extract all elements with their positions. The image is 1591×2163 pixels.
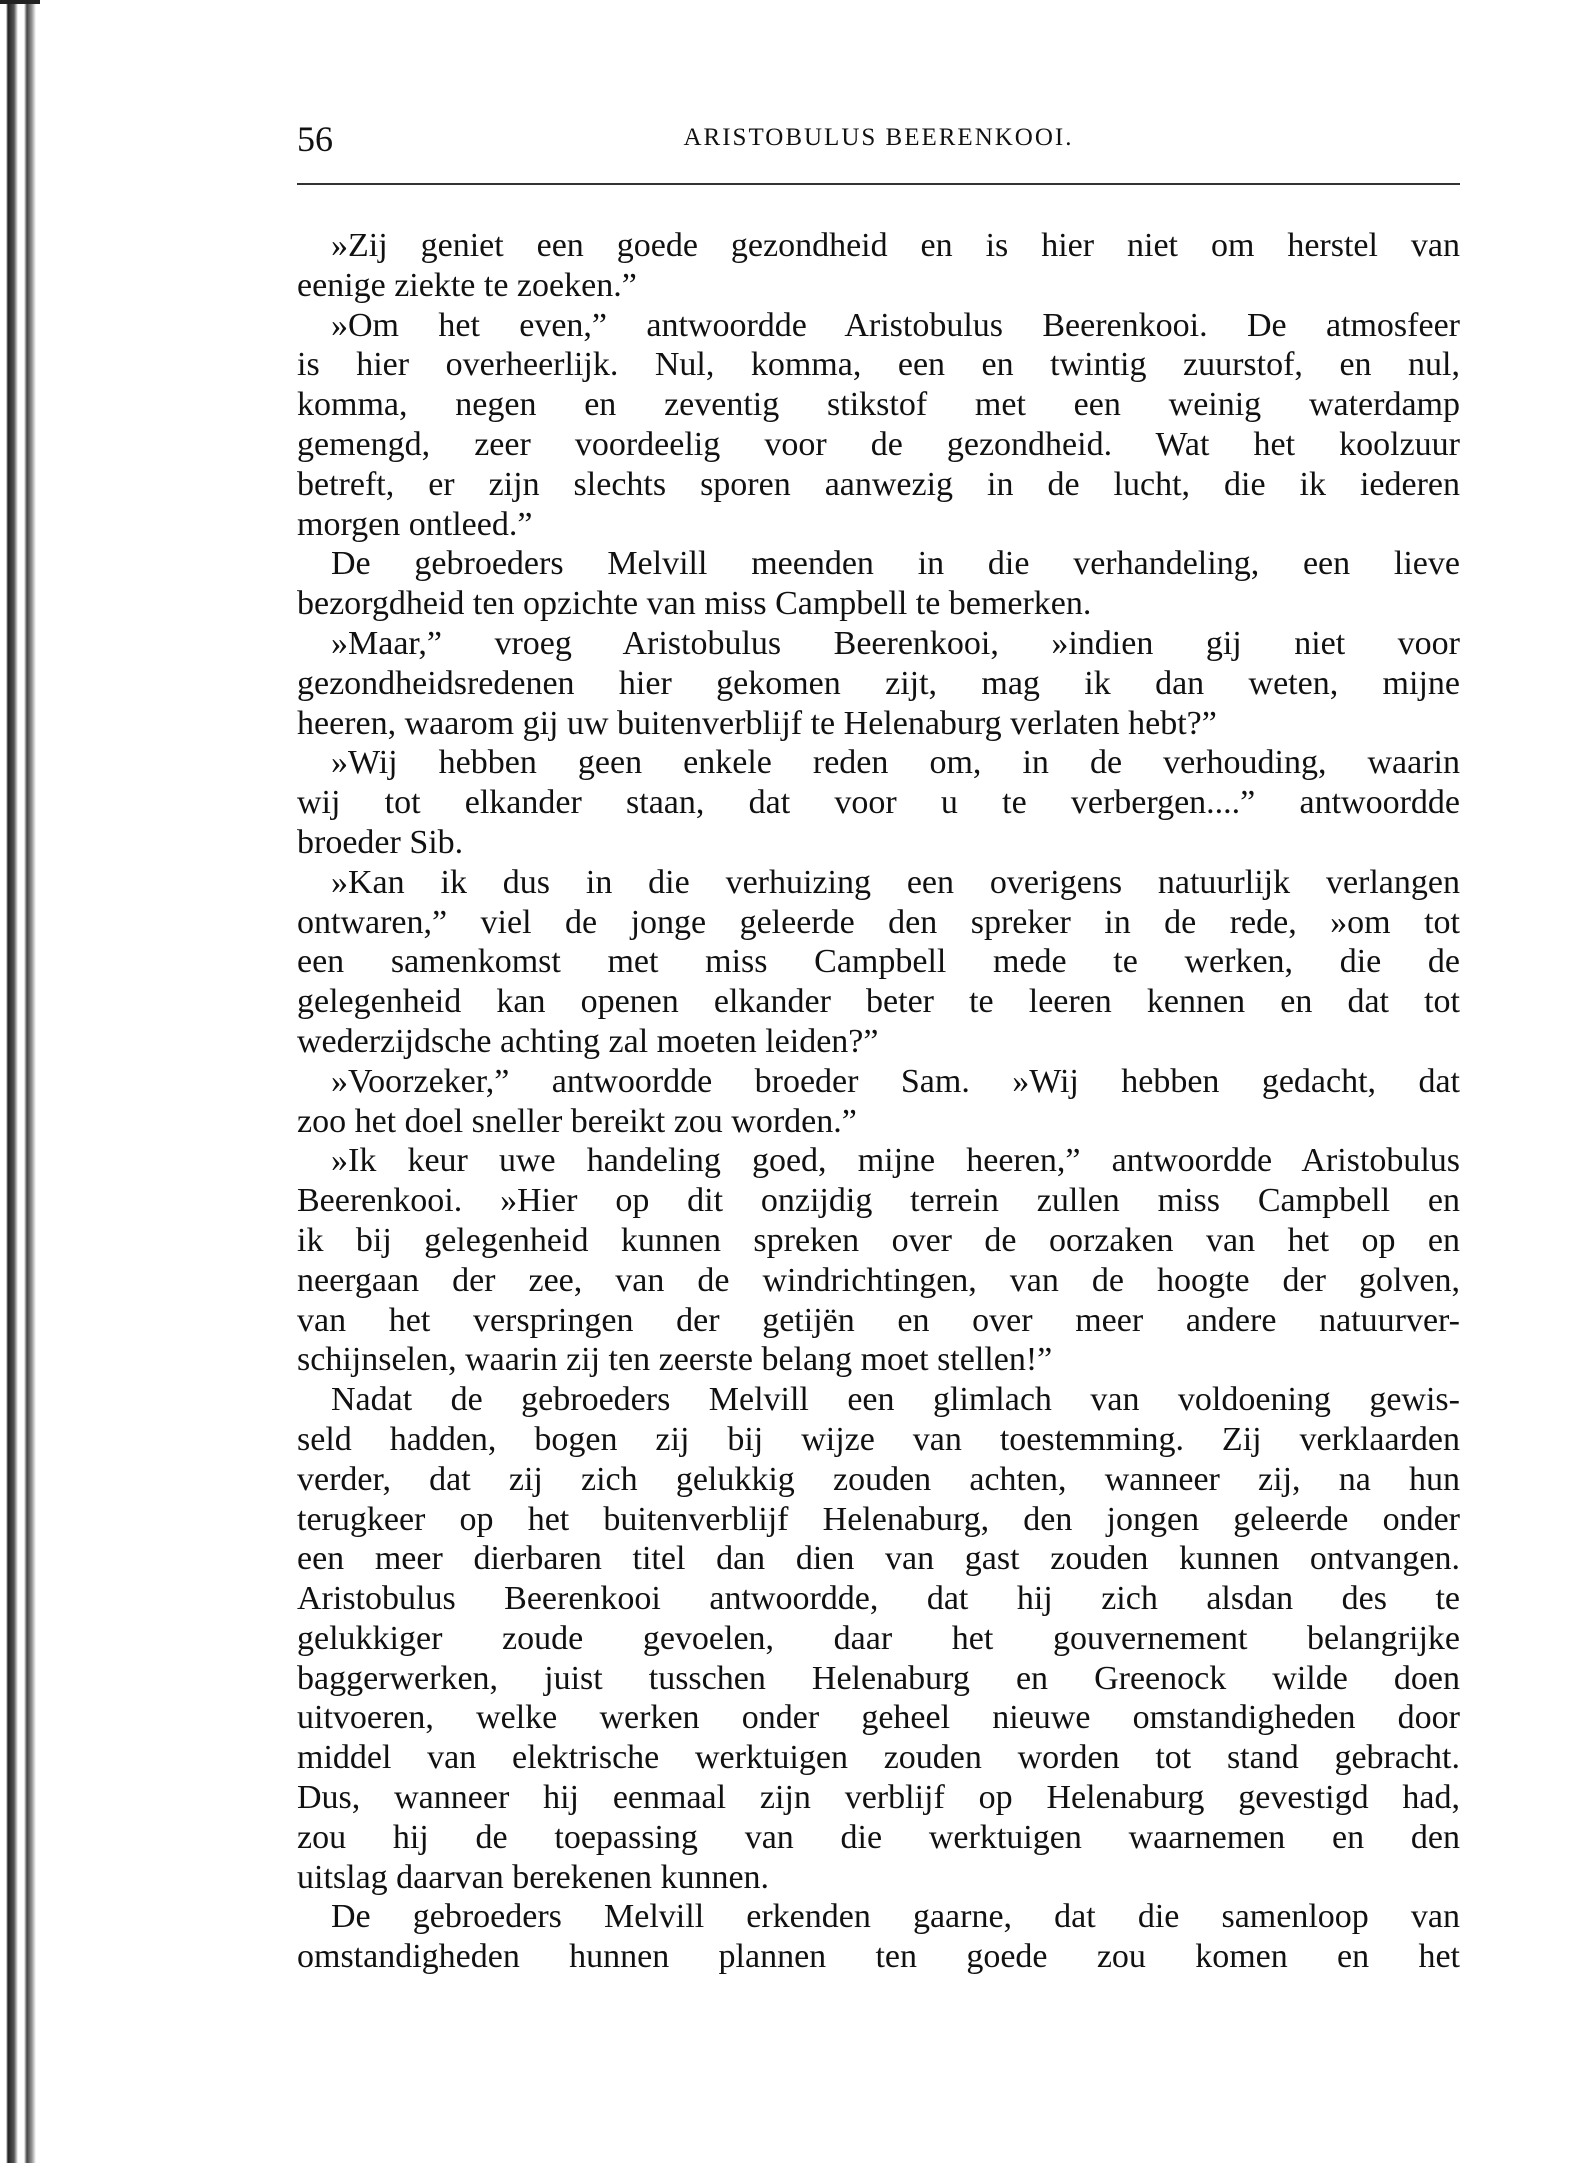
text-line: »Maar,” vroeg Aristobulus Beerenkooi, »indien gij niet voor — [331, 624, 1460, 662]
text-line: omstandigheden hunnen plannen ten goede zou komen en het — [297, 1938, 1460, 1976]
text-line: een samenkomst met miss Campbell mede te werken, die de — [297, 943, 1460, 981]
text-line: »Zij geniet een goede gezondheid en is hier niet om herstel van — [331, 227, 1460, 264]
text-line: seld hadden, bogen zij bij wijze van toestemming. Zij verklaarden — [297, 1420, 1460, 1458]
text-line: De gebroeders Melvill erkenden gaarne, dat die samenloop van — [331, 1898, 1460, 1936]
text-line: verder, dat zij zich gelukkig zouden achten, wanneer zij, na hun — [297, 1460, 1460, 1498]
text-line: eenige ziekte te zoeken.” — [297, 266, 637, 304]
text-line: »Kan ik dus in die verhuizing een overigens natuurlijk verlangen — [331, 863, 1460, 901]
text-line: neergaan der zee, van de windrichtingen, van de hoogte der golven, — [297, 1261, 1460, 1299]
text-line: komma, negen en zeventig stikstof met een weinig waterdamp — [297, 386, 1460, 424]
text-line: Nadat de gebroeders Melvill een glimlach van voldoening gewis- — [331, 1381, 1460, 1419]
text-line: zou hij de toepassing van die werktuigen waarnemen en den — [297, 1818, 1460, 1856]
text-line: een meer dierbaren titel dan dien van gast zouden kunnen ontvangen. — [297, 1540, 1460, 1578]
page-header — [297, 118, 1460, 158]
text-line: »Voorzeker,” antwoordde broeder Sam. »Wij hebben gedacht, dat — [331, 1062, 1460, 1100]
text-line: wij tot elkander staan, dat voor u te verbergen....” antwoordde — [297, 784, 1460, 822]
text-line: broeder Sib. — [297, 823, 464, 861]
text-line: baggerwerken, juist tusschen Helenaburg en Greenock wilde doen — [297, 1659, 1460, 1697]
text-line: schijnselen, waarin zij ten zeerste belang moet stellen!” — [297, 1341, 1053, 1379]
text-line: uitvoeren, welke werken onder geheel nieuwe omstandigheden door — [297, 1699, 1460, 1737]
text-line: middel van elektrische werktuigen zouden worden tot stand gebracht. — [297, 1739, 1460, 1777]
text-line: gemengd, zeer voordeelig voor de gezondheid. Wat het koolzuur — [297, 425, 1460, 463]
text-line: »Om het even,” antwoordde Aristobulus Beerenkooi. De atmosfeer — [331, 306, 1460, 344]
header-rule — [297, 183, 1460, 185]
text-line: wederzijdsche achting zal moeten leiden?” — [297, 1022, 879, 1060]
text-line: betreft, er zijn slechts sporen aanwezig in de lucht, die ik iederen — [297, 465, 1460, 503]
text-line: zoo het doel sneller bereikt zou worden.” — [297, 1102, 857, 1140]
text-line: van het verspringen der getijën en over meer andere natuurver- — [297, 1301, 1460, 1339]
text-line: »Wij hebben geen enkele reden om, in de verhouding, waarin — [331, 744, 1460, 782]
book-spine-shadow — [0, 0, 60, 2163]
text-line: Dus, wanneer hij eenmaal zijn verblijf op Helenaburg gevestigd had, — [297, 1779, 1460, 1817]
text-line: gezondheidsredenen hier gekomen zijt, mag ik dan weten, mijne — [297, 664, 1460, 702]
text-line: ik bij gelegenheid kunnen spreken over de oorzaken van het op en — [297, 1221, 1460, 1259]
text-line: heeren, waarom gij uw buitenverblijf te Helenaburg verlaten hebt?” — [297, 704, 1217, 742]
text-line: Beerenkooi. »Hier op dit onzijdig terrein zullen miss Campbell en — [297, 1182, 1460, 1220]
body-text — [297, 226, 1460, 1977]
text-line: bezorgdheid ten opzichte van miss Campbell te bemerken. — [297, 585, 1092, 623]
text-line: terugkeer op het buitenverblijf Helenaburg, den jongen geleerde onder — [297, 1500, 1460, 1538]
text-line: gelukkiger zoude gevoelen, daar het gouvernement belangrijke — [297, 1619, 1460, 1657]
text-line: ontwaren,” viel de jonge geleerde den spreker in de rede, »om tot — [297, 903, 1460, 941]
text-line: Aristobulus Beerenkooi antwoordde, dat hij zich alsdan des te — [297, 1580, 1460, 1618]
page-edge-mark — [0, 0, 40, 34]
text-line: morgen ontleed.” — [297, 505, 533, 543]
text-line: gelegenheid kan openen elkander beter te leeren kennen en dat tot — [297, 983, 1460, 1021]
text-line: »Ik keur uwe handeling goed, mijne heeren,” antwoordde Aristobulus — [331, 1142, 1460, 1180]
text-line: De gebroeders Melvill meenden in die verhandeling, een lieve — [331, 545, 1460, 583]
page-number: 56 — [297, 119, 333, 159]
running-title: ARISTOBULUS BEERENKOOI. — [683, 124, 1074, 151]
text-line: is hier overheerlijk. Nul, komma, een en twintig zuurstof, en nul, — [297, 346, 1460, 384]
text-line: uitslag daarvan berekenen kunnen. — [297, 1858, 770, 1896]
